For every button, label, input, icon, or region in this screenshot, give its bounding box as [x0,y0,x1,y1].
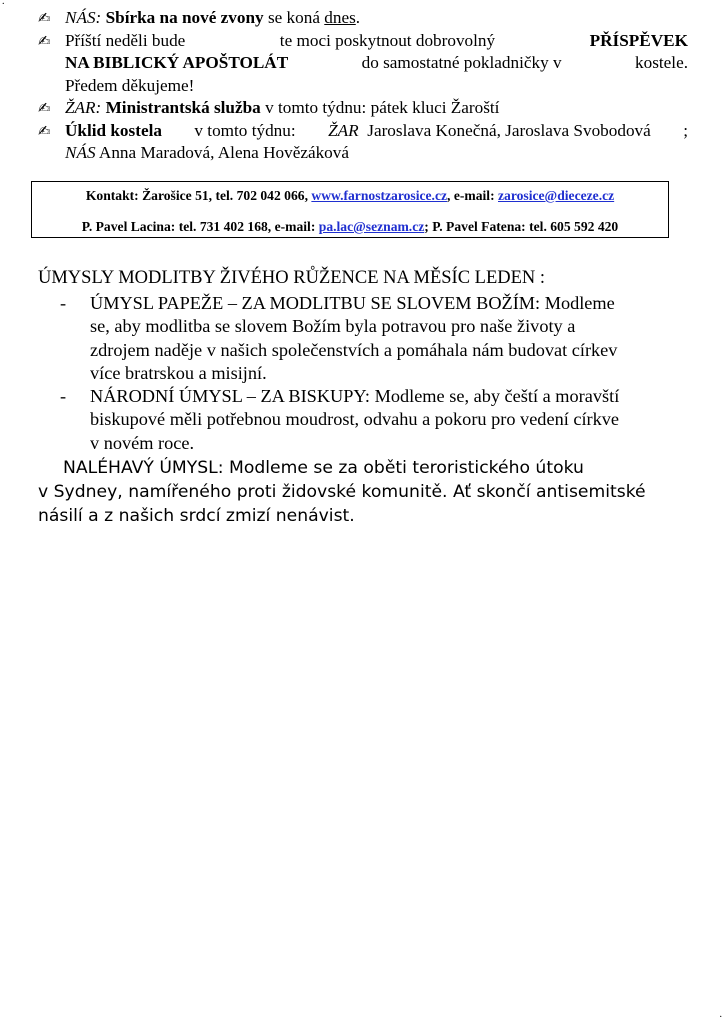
intention-item [60,385,680,455]
corner-mark: . [719,1009,722,1020]
announcement-text: Předem děkujeme! [65,75,195,95]
pen-icon: ✍ [38,9,51,27]
announcement-title: PŘÍSPĚVEK [589,30,688,50]
intention-text: v novém roce. [90,432,195,453]
intention-item [60,292,680,385]
announcement-title: NA BIBLICKÝ APOŠTOLÁT [65,53,289,72]
parish-tag: ŽAR: [65,98,102,117]
website-link[interactable]: www.farnostzarosice.cz [311,188,448,203]
contact-line [32,188,668,204]
announcement-title: Úklid kostela [65,120,162,140]
pen-icon: ✍ [38,121,51,140]
section-heading: ÚMYSLY MODLITBY ŽIVÉHO RŮŽENCE NA MĚSÍC LEDEN : [38,268,546,288]
intention-text: NÁRODNÍ ÚMYSL – ZA BISKUPY: Modleme se, aby čeští a moravští [90,386,620,407]
priest-contact: P. Pavel Lacina: tel. 731 402 168, e-mail: [81,219,319,234]
announcement-item [38,120,688,165]
announcement-text: Příští neděli bude [65,30,186,50]
announcement-text: do samostatné pokladničky v [361,53,562,72]
list-dash: - [60,386,67,407]
email-link[interactable]: zarosice@dieceze.cz [498,188,615,203]
underlined-word: dnes [324,8,356,27]
sentence-end: . [355,8,361,27]
intention-text: zdrojem naděje v našich společenstvích a pomáhala nám budovat církev [90,339,618,360]
announcement-text: se koná [267,8,320,27]
email-link[interactable]: pa.lac@seznam.cz [318,219,425,234]
list-dash: - [60,293,67,313]
intention-text: se, aby modlitba se slovem Božím byla potravou pro naše životy a [90,316,576,337]
intention-list [60,292,680,455]
announcement-title: Sbírka na nové zvony [105,8,264,27]
announcement-text: kostele. [635,53,688,72]
pen-icon: ✍ [38,31,51,50]
announcement-title: Ministrantská služba [105,98,261,117]
corner-mark: . [2,0,5,7]
urgent-intention [38,456,646,528]
urgent-text: násilí a z našich srdcí zmizí nenávist. [38,506,355,526]
intention-text: ÚMYSL PAPEŽE – ZA MODLITBU SE SLOVEM BOŽÍM: Modleme [90,293,615,313]
announcement-text: te moci poskytnout dobrovolný [279,30,496,50]
intention-text: biskupové měli potřebnou moudrost, odvahu a pokoru pro vedení církve [90,409,620,430]
announcement-item [38,97,688,120]
pen-icon: ✍ [38,99,51,117]
urgent-text: NALÉHAVÝ ÚMYSL: Modleme se za oběti teroristického útoku [63,458,584,478]
contact-label: , e-mail: [447,188,498,203]
intention-text: více bratrskou a misijní. [90,362,267,383]
urgent-text: v Sydney, namířeného proti židovské komunitě. Ať skončí antisemitské [38,482,646,502]
announcement-text: v tomto týdnu: pátek kluci Žaroští [265,98,500,117]
announcement-item [38,7,688,30]
announcement-list [38,7,688,165]
names: Jaroslava Konečná, Jaroslava Svobodová [367,120,651,140]
priest-contact: ; P. Pavel Fatena: tel. 605 592 420 [424,219,619,234]
names: Anna Maradová, Alena Hovězáková [98,143,349,162]
contact-box [31,181,669,238]
parish-tag: ŽAR [328,120,359,140]
contact-address: Kontakt: Žarošice 51, tel. 702 042 066, [85,188,312,203]
announcement-text: v tomto týdnu: [194,120,296,140]
announcement-item [38,30,688,98]
separator: ; [683,120,688,140]
parish-tag: NÁS: [65,8,102,27]
contact-line [32,219,668,235]
parish-tag: NÁS [65,143,96,162]
